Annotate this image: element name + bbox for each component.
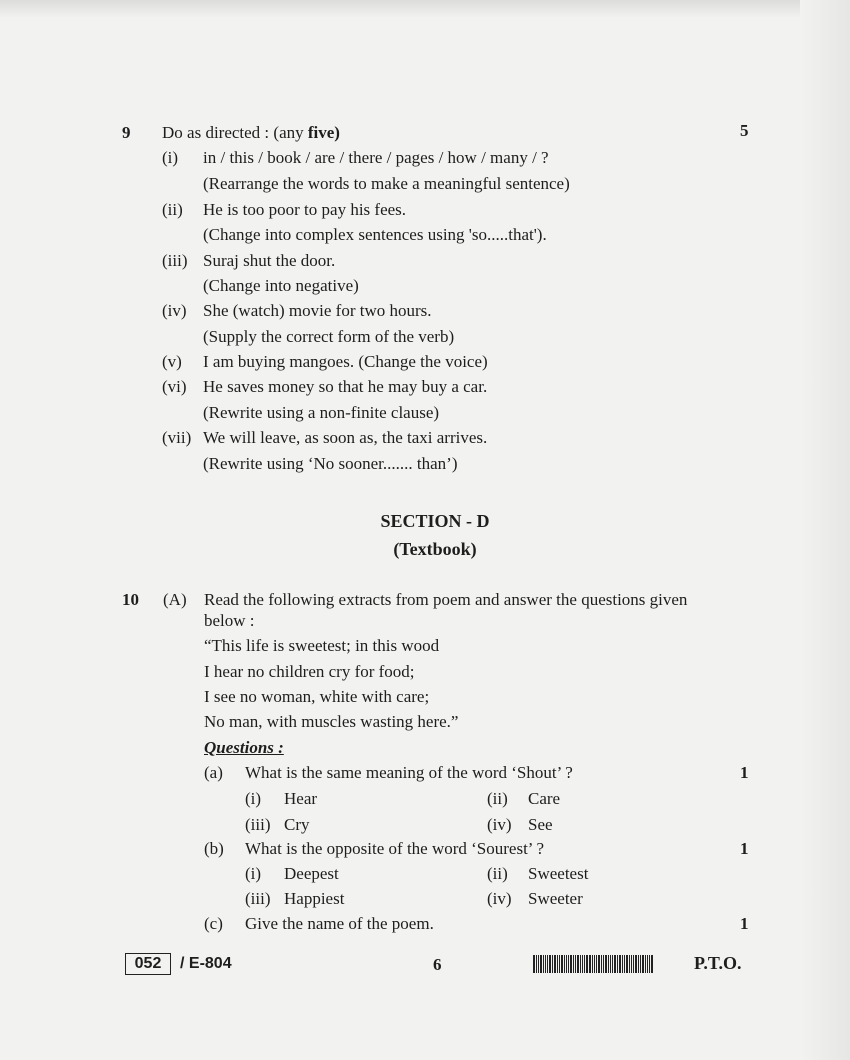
section-subtitle: (Textbook) bbox=[393, 539, 477, 559]
barcode-bar bbox=[584, 955, 585, 973]
barcode-bar bbox=[547, 955, 548, 973]
subq-b-text: What is the opposite of the word ‘Sourest’ ? bbox=[245, 839, 545, 858]
barcode-bar bbox=[570, 955, 572, 973]
option-text: Happiest bbox=[284, 889, 345, 908]
option-num: (iv) bbox=[487, 815, 512, 834]
option-text: Sweetest bbox=[528, 864, 589, 883]
subq-c-marks: 1 bbox=[740, 914, 749, 933]
poem-line: I see no woman, white with care; bbox=[204, 687, 430, 706]
barcode-bar bbox=[619, 955, 621, 973]
barcode-bar bbox=[640, 955, 641, 973]
subq-a-label: (a) bbox=[204, 763, 223, 782]
q9-item-text: I am buying mangoes. (Change the voice) bbox=[203, 352, 488, 371]
option-num: (i) bbox=[245, 789, 262, 808]
barcode-bar bbox=[598, 955, 600, 973]
option-num: (ii) bbox=[487, 789, 508, 808]
questions-label: Questions : bbox=[204, 738, 284, 757]
question-9-marks: 5 bbox=[740, 121, 749, 140]
paper-code-box: 052 bbox=[125, 953, 171, 975]
q9-item-instruction: (Rearrange the words to make a meaningful sentence) bbox=[203, 174, 570, 193]
option-text: Sweeter bbox=[528, 889, 583, 908]
option-text: Deepest bbox=[284, 864, 339, 883]
option-num: (iii) bbox=[245, 815, 271, 834]
q9-item-num: (iv) bbox=[162, 301, 187, 320]
barcode-bar bbox=[561, 955, 563, 973]
barcode-bar bbox=[543, 955, 544, 973]
barcode-bar bbox=[622, 955, 623, 973]
barcode-bar bbox=[610, 955, 611, 973]
question-10-part: (A) bbox=[163, 590, 187, 609]
subq-c-label: (c) bbox=[204, 914, 223, 933]
barcode-bar bbox=[557, 955, 558, 973]
q9-item-instruction: (Supply the correct form of the verb) bbox=[203, 327, 455, 346]
scan-shadow-top bbox=[0, 0, 850, 18]
q9-item-text: in / this / book / are / there / pages / how / many / ? bbox=[203, 148, 549, 167]
subq-a-marks: 1 bbox=[740, 763, 749, 782]
page-number: 6 bbox=[433, 955, 442, 974]
paper-code-suffix: / E-804 bbox=[180, 955, 232, 972]
q9-item-num: (vii) bbox=[162, 428, 192, 447]
barcode-bar bbox=[649, 955, 650, 973]
barcode-bar bbox=[633, 955, 634, 973]
option-text: Hear bbox=[284, 789, 318, 808]
poem-line: No man, with muscles wasting here.” bbox=[204, 712, 459, 731]
subq-c-text: Give the name of the poem. bbox=[245, 914, 434, 933]
barcode-bar bbox=[538, 955, 539, 973]
poem-line: “This life is sweetest; in this wood bbox=[204, 636, 440, 655]
q9-item-num: (vi) bbox=[162, 377, 187, 396]
option-num: (iii) bbox=[245, 889, 271, 908]
barcode-bar bbox=[603, 955, 604, 973]
question-10-number: 10 bbox=[122, 590, 139, 609]
q9-item-num: (v) bbox=[162, 352, 182, 371]
q9-item-instruction: (Change into negative) bbox=[203, 276, 359, 295]
barcode-bar bbox=[589, 955, 591, 973]
q9-item-instruction: (Rewrite using a non-finite clause) bbox=[203, 403, 440, 422]
barcode-bar bbox=[533, 955, 535, 973]
barcode-bar bbox=[645, 955, 646, 973]
q9-item-instruction: (Change into complex sentences using 'so.....that'). bbox=[203, 225, 547, 244]
barcode-bar bbox=[592, 955, 593, 973]
barcode-bar bbox=[568, 955, 569, 973]
barcode-bar bbox=[552, 955, 553, 973]
q9-item-text: Suraj shut the door. bbox=[203, 251, 336, 270]
barcode-bar bbox=[612, 955, 613, 973]
barcode-bar bbox=[573, 955, 574, 973]
q9-item-num: (ii) bbox=[162, 200, 183, 219]
question-9-heading: Do as directed : (any five) bbox=[162, 123, 340, 142]
barcode-bar bbox=[617, 955, 618, 973]
option-text: Cry bbox=[284, 815, 310, 834]
section-title: SECTION - D bbox=[380, 511, 490, 531]
question-10-intro-cont: below : bbox=[204, 611, 255, 630]
option-num: (ii) bbox=[487, 864, 508, 883]
barcode-bar bbox=[614, 955, 616, 973]
barcode-bar bbox=[536, 955, 537, 973]
option-text: Care bbox=[528, 789, 561, 808]
barcode-bar bbox=[624, 955, 625, 973]
question-10-intro: Read the following extracts from poem and answer the questions given bbox=[204, 590, 688, 609]
barcode-bar bbox=[651, 955, 653, 973]
subq-b-marks: 1 bbox=[740, 839, 749, 858]
barcode-bar bbox=[575, 955, 576, 973]
barcode-bar bbox=[638, 955, 639, 973]
q9-item-instruction: (Rewrite using ‘No sooner....... than’) bbox=[203, 454, 458, 473]
q9-item-text: She (watch) movie for two hours. bbox=[203, 301, 432, 320]
barcode-bar bbox=[601, 955, 602, 973]
barcode-bar bbox=[559, 955, 560, 973]
barcode-bar bbox=[642, 955, 644, 973]
poem-line: I hear no children cry for food; bbox=[204, 662, 415, 681]
barcode-bar bbox=[635, 955, 637, 973]
barcode-bar bbox=[582, 955, 583, 973]
barcode-bar bbox=[554, 955, 556, 973]
barcode-bar bbox=[605, 955, 607, 973]
barcode-bar bbox=[594, 955, 595, 973]
q9-item-text: He saves money so that he may buy a car. bbox=[203, 377, 488, 396]
q9-item-text: We will leave, as soon as, the taxi arrives. bbox=[203, 428, 488, 447]
barcode-bar bbox=[577, 955, 579, 973]
barcode-bar bbox=[545, 955, 546, 973]
q9-item-text: He is too poor to pay his fees. bbox=[203, 200, 407, 219]
barcode-bar bbox=[580, 955, 581, 973]
barcode-bar bbox=[566, 955, 567, 973]
option-num: (i) bbox=[245, 864, 262, 883]
option-num: (iv) bbox=[487, 889, 512, 908]
subq-a-text: What is the same meaning of the word ‘Shout’ ? bbox=[245, 763, 573, 782]
barcode-bar bbox=[564, 955, 565, 973]
barcode-bar bbox=[608, 955, 609, 973]
question-9-number: 9 bbox=[122, 123, 131, 142]
barcode-bar bbox=[647, 955, 648, 973]
barcode-bar bbox=[549, 955, 551, 973]
option-text: See bbox=[528, 815, 553, 834]
q9-item-num: (i) bbox=[162, 148, 179, 167]
barcode-image bbox=[533, 955, 681, 973]
q9-item-num: (iii) bbox=[162, 251, 188, 270]
pto-label: P.T.O. bbox=[694, 953, 742, 973]
barcode-bar bbox=[586, 955, 588, 973]
subq-b-label: (b) bbox=[204, 839, 224, 858]
barcode-bar bbox=[596, 955, 597, 973]
barcode-bar bbox=[629, 955, 630, 973]
barcode-bar bbox=[631, 955, 632, 973]
barcode-bar bbox=[626, 955, 628, 973]
barcode-bar bbox=[540, 955, 542, 973]
